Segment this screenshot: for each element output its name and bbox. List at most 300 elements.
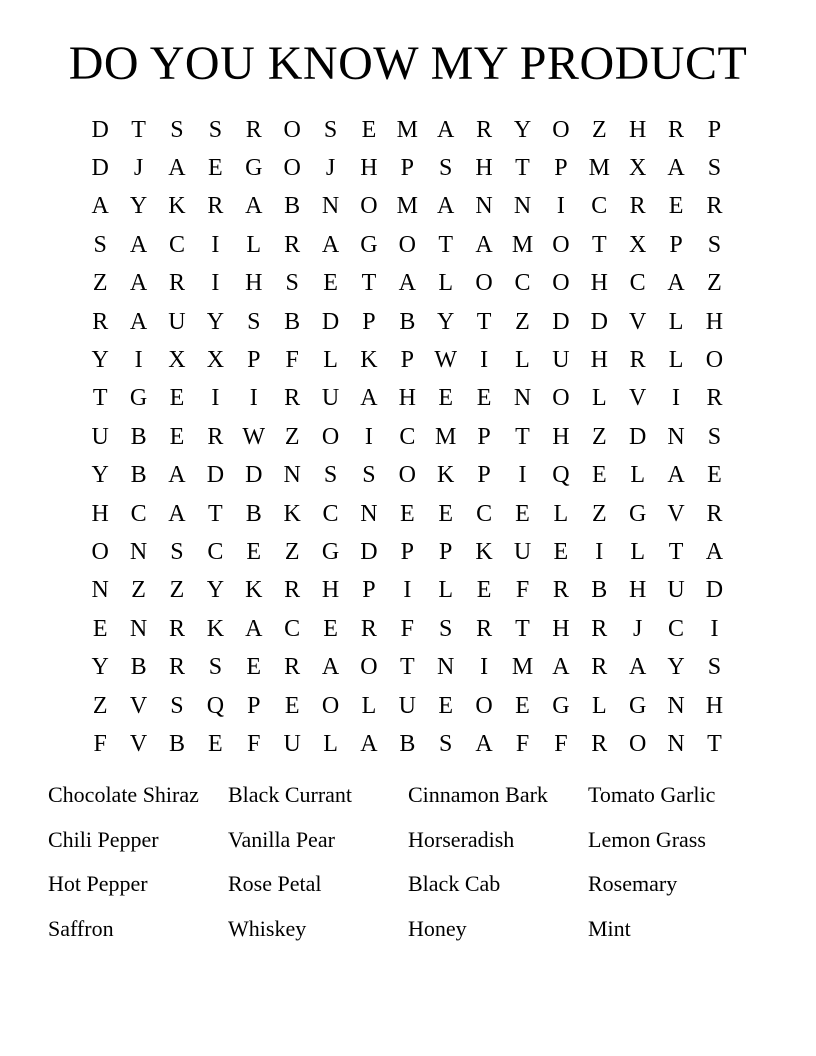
grid-letter: V <box>667 500 685 527</box>
grid-letter: O <box>398 462 416 489</box>
grid-letter: N <box>91 577 109 604</box>
page-title: DO YOU KNOW MY PRODUCT <box>68 37 748 90</box>
grid-letter: R <box>706 500 723 527</box>
grid-letter: M <box>396 116 418 143</box>
grid-letter: N <box>437 654 455 681</box>
word-list-item: Mint <box>588 915 631 941</box>
grid-letter: N <box>360 500 378 527</box>
grid-letter: F <box>554 730 568 757</box>
grid-letter: I <box>211 385 220 412</box>
grid-letter: R <box>168 270 185 297</box>
grid-letter: H <box>590 347 608 374</box>
grid-letter: B <box>130 654 147 681</box>
grid-letter: A <box>437 193 455 220</box>
grid-letter: E <box>169 423 185 450</box>
grid-letter: R <box>284 577 301 604</box>
grid-letter: E <box>515 692 530 719</box>
grid-letter: S <box>285 270 299 297</box>
grid-letter: L <box>668 347 684 374</box>
word-list-item: Vanilla Pear <box>228 826 335 852</box>
word-list-item: Chili Pepper <box>48 826 159 852</box>
grid-letter: X <box>628 155 647 182</box>
grid-letter: H <box>245 270 263 297</box>
grid-letter: E <box>707 462 722 489</box>
grid-letter: A <box>667 462 685 489</box>
grid-letter: A <box>705 538 724 565</box>
grid-letter: O <box>552 231 570 258</box>
grid-letter: G <box>552 692 570 719</box>
grid-letter: K <box>360 347 378 374</box>
grid-letter: L <box>591 385 607 412</box>
grid-letter: K <box>168 193 186 220</box>
grid-letter: T <box>668 538 684 565</box>
grid-letter: A <box>667 155 685 182</box>
grid-letter: U <box>321 385 340 412</box>
grid-letter: I <box>403 577 412 604</box>
word-list-item: Black Currant <box>228 782 353 807</box>
grid-letter: R <box>668 116 685 143</box>
grid-letter: J <box>325 155 336 182</box>
grid-letter: R <box>629 347 646 374</box>
grid-letter: P <box>669 231 683 258</box>
grid-letter: T <box>591 231 607 258</box>
grid-letter: N <box>667 692 685 719</box>
grid-letter: I <box>364 423 373 450</box>
grid-letter: Y <box>91 462 109 489</box>
grid-letter: Z <box>707 270 722 297</box>
grid-letter: Q <box>552 462 570 489</box>
grid-letter: G <box>245 155 263 182</box>
grid-letter: R <box>284 385 301 412</box>
grid-letter: O <box>552 385 570 412</box>
grid-letter: P <box>400 347 414 374</box>
grid-letter: E <box>553 538 569 565</box>
grid-letter: F <box>400 615 414 642</box>
grid-letter: T <box>208 500 223 527</box>
grid-letter: Z <box>515 308 530 335</box>
grid-letter: E <box>476 577 492 604</box>
grid-letter: N <box>475 193 493 220</box>
grid-letter: R <box>207 193 224 220</box>
grid-letter: H <box>552 615 570 642</box>
grid-letter: E <box>323 270 338 297</box>
grid-letter: O <box>552 116 570 143</box>
grid-letter: E <box>476 385 492 412</box>
grid-letter: R <box>591 615 608 642</box>
grid-letter: C <box>168 231 185 258</box>
grid-letter: U <box>513 538 532 565</box>
grid-letter: P <box>477 423 491 450</box>
word-list-item: Tomato Garlic <box>588 782 716 807</box>
grid-letter: N <box>667 423 685 450</box>
word-list-item: Rose Petal <box>228 871 322 896</box>
grid-letter: X <box>206 347 225 374</box>
grid-letter: E <box>438 500 454 527</box>
grid-letter: S <box>208 654 223 681</box>
grid-letter: A <box>398 270 416 297</box>
grid-letter: L <box>515 347 530 374</box>
grid-letter: O <box>283 155 301 182</box>
grid-letter: O <box>321 423 340 450</box>
grid-letter: Z <box>92 270 108 297</box>
grid-letter: A <box>245 615 263 642</box>
grid-letter: R <box>284 654 301 681</box>
grid-letter: H <box>398 385 416 412</box>
grid-letter: T <box>399 654 415 681</box>
grid-letter: O <box>91 538 109 565</box>
grid-letter: P <box>362 577 376 604</box>
grid-letter: L <box>630 538 645 565</box>
grid-letter: V <box>129 730 148 757</box>
grid-letter: D <box>360 538 378 565</box>
grid-letter: B <box>168 730 185 757</box>
grid-letter: B <box>284 193 301 220</box>
grid-letter: I <box>480 347 489 374</box>
word-list-item: Horseradish <box>408 826 515 852</box>
grid-letter: I <box>672 385 681 412</box>
grid-letter: F <box>247 730 261 757</box>
grid-letter: G <box>321 538 340 565</box>
grid-letter: H <box>552 423 570 450</box>
grid-letter: D <box>91 155 109 182</box>
grid-letter: G <box>628 500 647 527</box>
grid-letter: D <box>206 462 225 489</box>
grid-letter: S <box>247 308 261 335</box>
grid-letter: H <box>705 692 724 719</box>
grid-letter: O <box>360 654 378 681</box>
grid-letter: R <box>591 654 608 681</box>
grid-letter: I <box>134 347 143 374</box>
grid-letter: R <box>706 193 723 220</box>
grid-letter: S <box>93 231 107 258</box>
grid-letter: I <box>249 385 258 412</box>
grid-letter: E <box>92 615 108 642</box>
grid-letter: V <box>628 308 647 335</box>
grid-letter: B <box>284 308 301 335</box>
grid-letter: Z <box>92 692 108 719</box>
grid-letter: N <box>513 193 532 220</box>
grid-letter: H <box>628 577 647 604</box>
grid-letter: H <box>321 577 340 604</box>
grid-letter: K <box>245 577 263 604</box>
grid-letter: D <box>628 423 647 450</box>
grid-letter: U <box>398 692 416 719</box>
grid-letter: Z <box>284 538 300 565</box>
grid-letter: I <box>518 462 527 489</box>
grid-letter: T <box>438 231 454 258</box>
grid-letter: N <box>129 538 148 565</box>
grid-letter: H <box>705 308 724 335</box>
grid-letter: V <box>628 385 647 412</box>
grid-letter: C <box>629 270 646 297</box>
grid-letter: X <box>168 347 186 374</box>
grid-letter: D <box>245 462 263 489</box>
grid-letter: E <box>438 385 454 412</box>
grid-letter: Q <box>206 692 225 719</box>
grid-letter: L <box>591 692 607 719</box>
grid-letter: D <box>91 116 109 143</box>
grid-letter: N <box>283 462 301 489</box>
grid-letter: R <box>360 615 377 642</box>
grid-letter: E <box>323 615 338 642</box>
grid-letter: S <box>208 116 223 143</box>
grid-letter: V <box>129 692 148 719</box>
grid-letter: A <box>360 385 378 412</box>
grid-letter: R <box>476 116 493 143</box>
grid-letter: A <box>168 155 186 182</box>
grid-letter: P <box>439 538 453 565</box>
grid-letter: T <box>515 615 530 642</box>
grid-letter: O <box>360 193 378 220</box>
grid-letter: J <box>133 155 144 182</box>
grid-letter: W <box>434 347 458 374</box>
grid-letter: B <box>591 577 608 604</box>
grid-letter: I <box>480 654 489 681</box>
grid-letter: A <box>667 270 685 297</box>
grid-letter: S <box>439 155 453 182</box>
grid-letter: Y <box>513 116 532 143</box>
grid-letter: T <box>707 730 722 757</box>
grid-letter: Z <box>284 423 300 450</box>
grid-letter: O <box>283 116 301 143</box>
grid-letter: B <box>130 423 147 450</box>
grid-letter: R <box>591 730 608 757</box>
grid-letter: L <box>438 577 454 604</box>
grid-letter: P <box>247 347 261 374</box>
grid-letter: H <box>590 270 608 297</box>
grid-letter: P <box>707 116 722 143</box>
grid-letter: A <box>129 308 148 335</box>
grid-letter: S <box>707 231 722 258</box>
grid-letter: E <box>438 692 454 719</box>
word-list-item: Hot Pepper <box>48 871 148 896</box>
grid-letter: L <box>246 231 262 258</box>
grid-letter: C <box>322 500 339 527</box>
grid-letter: S <box>170 538 184 565</box>
grid-letter: R <box>552 577 569 604</box>
grid-letter: P <box>247 692 261 719</box>
grid-letter: R <box>168 654 185 681</box>
grid-letter: I <box>211 231 220 258</box>
grid-letter: R <box>706 385 723 412</box>
grid-letter: K <box>206 615 225 642</box>
grid-letter: S <box>707 155 722 182</box>
grid-letter: P <box>362 308 376 335</box>
grid-letter: C <box>130 500 147 527</box>
grid-letter: N <box>321 193 340 220</box>
word-list-item: Honey <box>408 915 467 941</box>
grid-letter: Y <box>437 308 455 335</box>
grid-letter: A <box>321 231 340 258</box>
grid-letter: A <box>437 116 455 143</box>
grid-letter: B <box>130 462 147 489</box>
grid-letter: F <box>93 730 107 757</box>
grid-letter: A <box>321 654 340 681</box>
grid-letter: S <box>439 615 453 642</box>
grid-letter: E <box>399 500 415 527</box>
grid-letter: K <box>475 538 493 565</box>
grid-letter: P <box>400 155 414 182</box>
grid-letter: Z <box>169 577 185 604</box>
grid-letter: F <box>285 347 299 374</box>
grid-letter: S <box>439 730 453 757</box>
grid-letter: R <box>284 231 301 258</box>
grid-letter: U <box>552 347 570 374</box>
grid-letter: D <box>321 308 340 335</box>
grid-letter: F <box>515 577 530 604</box>
grid-letter: R <box>476 615 493 642</box>
grid-letter: O <box>705 347 724 374</box>
grid-letter: L <box>361 692 377 719</box>
word-list <box>48 777 768 955</box>
word-list-item: Black Cab <box>408 871 501 896</box>
grid-letter: E <box>668 193 684 220</box>
grid-letter: Y <box>129 193 148 220</box>
grid-letter: G <box>628 692 647 719</box>
grid-letter: S <box>707 423 722 450</box>
grid-letter: I <box>211 270 220 297</box>
grid-letter: A <box>628 654 647 681</box>
grid-letter: L <box>630 462 645 489</box>
grid-letter: G <box>129 385 148 412</box>
grid-letter: H <box>628 116 647 143</box>
grid-letter: P <box>477 462 491 489</box>
grid-letter: S <box>170 116 184 143</box>
grid-letter: L <box>553 500 569 527</box>
grid-letter: S <box>323 462 338 489</box>
grid-letter: R <box>168 615 185 642</box>
grid-letter: B <box>399 308 416 335</box>
grid-letter: A <box>360 730 378 757</box>
grid-letter: U <box>667 577 685 604</box>
grid-letter: O <box>475 270 493 297</box>
grid-letter: N <box>667 730 685 757</box>
word-list-item: Chocolate Shiraz <box>48 782 199 807</box>
grid-letter: Y <box>206 577 225 604</box>
grid-letter: T <box>131 116 146 143</box>
grid-letter: H <box>475 155 493 182</box>
grid-letter: Z <box>591 423 607 450</box>
grid-letter: T <box>361 270 377 297</box>
grid-letter: R <box>207 423 224 450</box>
grid-letter: O <box>552 270 570 297</box>
grid-letter: M <box>396 193 418 220</box>
grid-letter: U <box>283 730 301 757</box>
grid-letter: O <box>398 231 416 258</box>
grid-letter: N <box>513 385 532 412</box>
grid-letter: X <box>628 231 647 258</box>
grid-letter: O <box>475 692 493 719</box>
grid-letter: H <box>91 500 109 527</box>
grid-letter: M <box>435 423 457 450</box>
grid-letter: L <box>668 308 684 335</box>
grid-letter: A <box>168 462 186 489</box>
grid-letter: D <box>705 577 724 604</box>
grid-letter: C <box>476 500 493 527</box>
grid-letter: O <box>628 730 647 757</box>
grid-letter: E <box>591 462 607 489</box>
grid-letter: O <box>321 692 340 719</box>
word-list-item: Rosemary <box>588 871 678 896</box>
grid-letter: C <box>399 423 416 450</box>
grid-letter: Y <box>91 654 109 681</box>
grid-letter: G <box>360 231 378 258</box>
grid-letter: U <box>168 308 186 335</box>
grid-letter: L <box>323 730 338 757</box>
grid-letter: I <box>556 193 565 220</box>
grid-letter: I <box>710 615 719 642</box>
grid-letter: S <box>707 654 722 681</box>
word-list-item: Whiskey <box>228 915 307 941</box>
grid-letter: H <box>360 155 378 182</box>
grid-letter: T <box>476 308 492 335</box>
grid-letter: A <box>475 231 493 258</box>
grid-letter: B <box>245 500 262 527</box>
grid-letter: S <box>362 462 376 489</box>
grid-letter: C <box>514 270 531 297</box>
grid-letter: D <box>590 308 608 335</box>
grid-letter: B <box>399 730 416 757</box>
grid-letter: A <box>475 730 493 757</box>
grid-letter: U <box>91 423 109 450</box>
grid-letter: R <box>245 116 262 143</box>
grid-letter: A <box>91 193 109 220</box>
grid-letter: E <box>284 692 300 719</box>
grid-letter: S <box>170 692 184 719</box>
grid-letter: P <box>554 155 568 182</box>
word-list-item: Cinnamon Bark <box>408 782 548 807</box>
grid-letter: E <box>515 500 530 527</box>
grid-letter: C <box>591 193 608 220</box>
grid-letter: A <box>129 270 148 297</box>
grid-letter: E <box>208 155 223 182</box>
grid-letter: J <box>632 615 643 642</box>
grid-letter: E <box>361 116 377 143</box>
grid-letter: W <box>242 423 266 450</box>
grid-letter: K <box>283 500 301 527</box>
grid-letter: M <box>588 155 610 182</box>
grid-letter: T <box>515 423 530 450</box>
grid-letter: E <box>169 385 185 412</box>
grid-letter: A <box>552 654 570 681</box>
grid-letter: C <box>668 615 685 642</box>
grid-letter: A <box>245 193 263 220</box>
grid-letter: R <box>92 308 109 335</box>
grid-letter: M <box>511 654 534 681</box>
grid-letter: C <box>284 615 301 642</box>
grid-letter: M <box>511 231 534 258</box>
grid-letter: Y <box>667 654 685 681</box>
grid-letter: L <box>323 347 338 374</box>
grid-letter: Z <box>591 500 607 527</box>
word-list-item: Lemon Grass <box>588 826 706 852</box>
grid-letter: Y <box>206 308 225 335</box>
word-list-item: Saffron <box>48 915 114 941</box>
grid-letter: A <box>129 231 148 258</box>
grid-letter: I <box>595 538 604 565</box>
grid-letter: S <box>323 116 338 143</box>
grid-letter: Y <box>91 347 109 374</box>
grid-letter: T <box>92 385 108 412</box>
grid-letter: T <box>515 155 530 182</box>
grid-letter: E <box>208 730 223 757</box>
grid-letter: C <box>207 538 224 565</box>
grid-letter: A <box>168 500 186 527</box>
grid-letter: N <box>129 615 148 642</box>
grid-letter: L <box>438 270 454 297</box>
grid-letter: K <box>437 462 455 489</box>
grid-letter: Z <box>591 116 607 143</box>
